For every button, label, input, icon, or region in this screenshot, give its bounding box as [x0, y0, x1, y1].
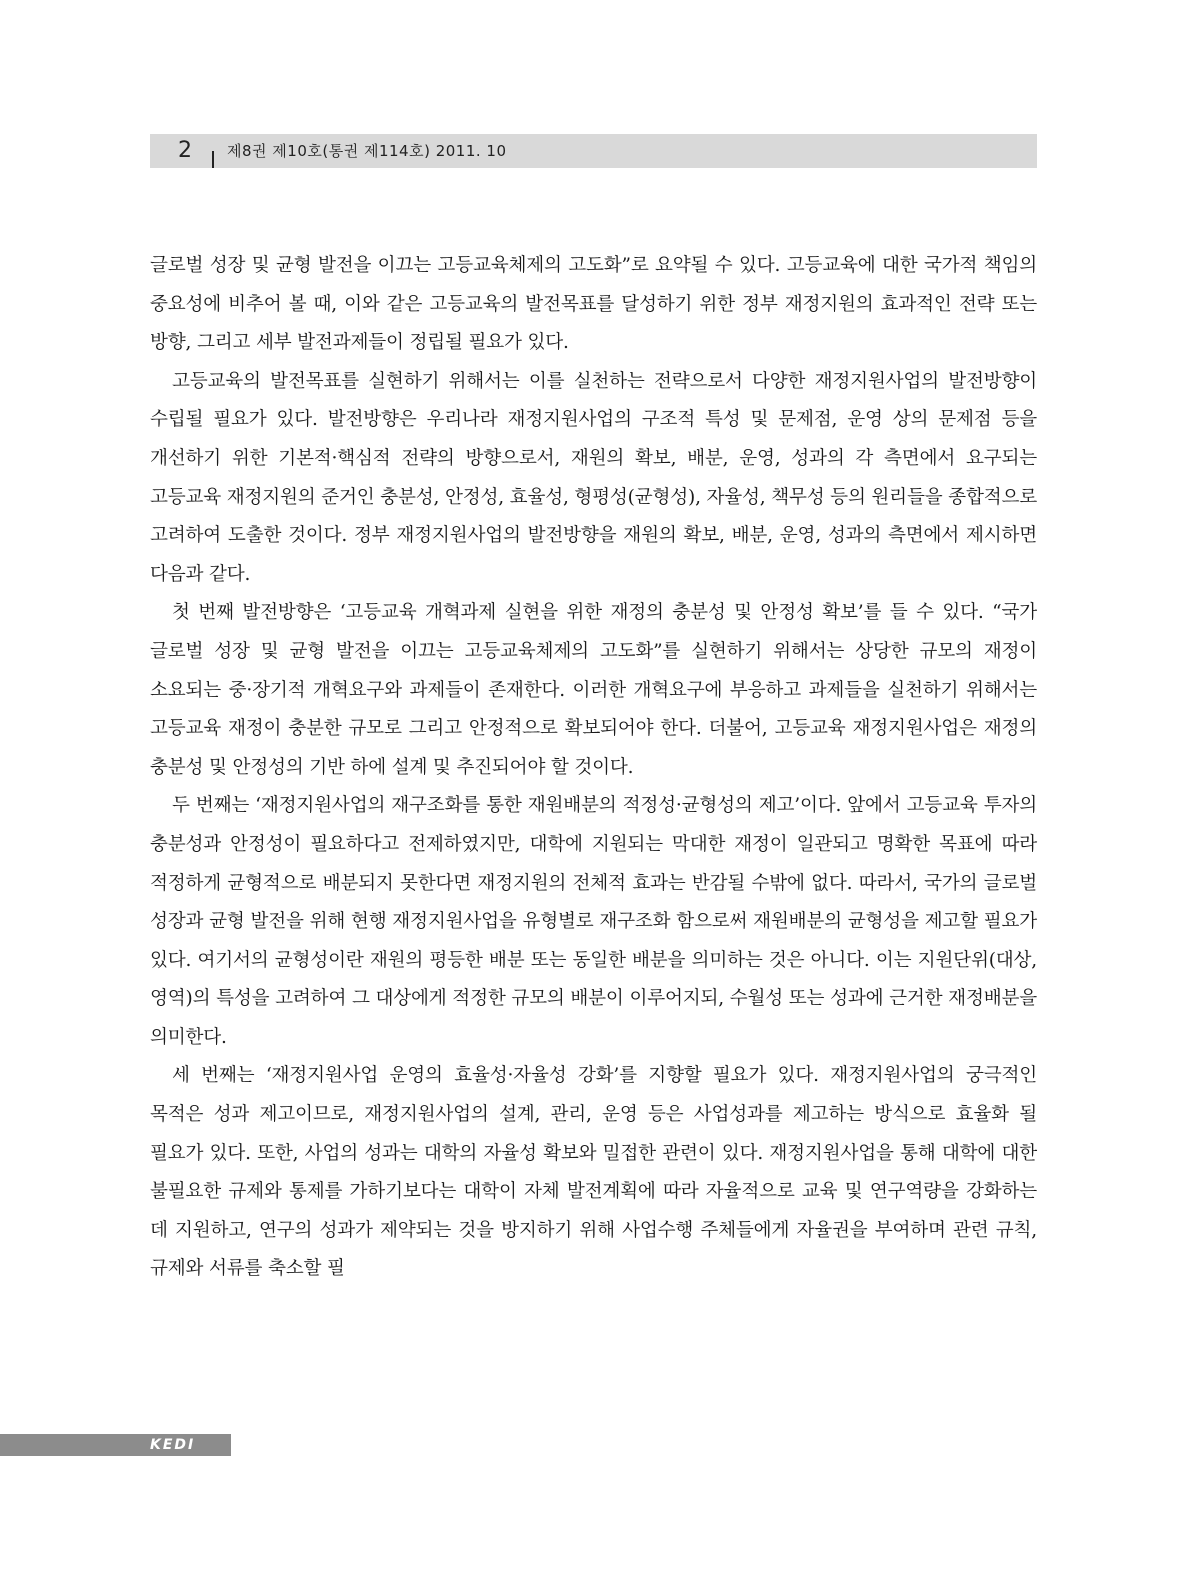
paragraph-development-directions: 고등교육의 발전목표를 실현하기 위해서는 이를 실천하는 전략으로서 다양한 재정지원사업의 발전방향이 수립될 필요가 있다. 발전방향은 우리나라 재정지원사업의 구조적 특성 및 문제점, 운영 상의 문제점 등을 개선하기 위한 기본적·핵심적 전략의 방향으로서, 재원의 확보, 배분, 운영, 성과의 각 측면에서 요구되는 고등교육 재정지원의 준거인 충분성, 안정성, 효율성, 형평성(균형성), 자율성, 책무성 등의 원리들을 종합적으로 고려하여 도출한 것이다. 정부 재정지원사업의 발전방향을 재원의 확보, 배분, 운영, 성과의 측면에서 제시하면 다음과 같다. [150, 370, 1037, 585]
paragraph-first-direction: 첫 번째 발전방향은 ‘고등교육 개혁과제 실현을 위한 재정의 충분성 및 안정성 확보’를 들 수 있다. “국가 글로벌 성장 및 균형 발전을 이끄는 고등교육체제의 고도화”를 실현하기 위해서는 상당한 규모의 재정이 소요되는 중·장기적 개혁요구와 과제들이 존재한다. 이러한 개혁요구에 부응하고 과제들을 실천하기 위해서는 고등교육 재정이 충분한 규모로 그리고 안정적으로 확보되어야 한다. 더불어, 고등교육 재정지원사업은 재정의 충분성 및 안정성의 기반 하에 설계 및 추진되어야 할 것이다. [150, 602, 1037, 778]
paragraph-continuation: 글로벌 성장 및 균형 발전을 이끄는 고등교육체제의 고도화”로 요약될 수 있다. 고등교육에 대한 국가적 책임의 중요성에 비추어 볼 때, 이와 같은 고등교육의 발전목표를 달성하기 위한 정부 재정지원의 효과적인 전략 또는 방향, 그리고 세부 발전과제들이 정립될 필요가 있다. [150, 255, 1037, 354]
article-body [150, 247, 1037, 1289]
footer-bar [0, 1434, 231, 1456]
paragraph-second-direction: 두 번째는 ‘재정지원사업의 재구조화를 통한 재원배분의 적정성·균형성의 제고’이다. 앞에서 고등교육 투자의 충분성과 안정성이 필요하다고 전제하였지만, 대학에 지원되는 막대한 재정이 일관되고 명확한 목표에 따라 적정하게 균형적으로 배분되지 못한다면 재정지원의 전체적 효과는 반감될 수밖에 없다. 따라서, 국가의 글로벌 성장과 균형 발전을 위해 현행 재정지원사업을 유형별로 재구조화 함으로써 재원배분의 균형성을 제고할 필요가 있다. 여기서의 균형성이란 재원의 평등한 배분 또는 동일한 배분을 의미하는 것은 아니다. 이는 지원단위(대상, 영역)의 특성을 고려하여 그 대상에게 적정한 규모의 배분이 이루어지되, 수월성 또는 성과에 근거한 재정배분을 의미한다. [150, 795, 1037, 1048]
header-divider [212, 151, 214, 168]
page-number: 2 [178, 138, 192, 163]
paragraph-third-direction: 세 번째는 ‘재정지원사업 운영의 효율성·자율성 강화’를 지향할 필요가 있다. 재정지원사업의 궁극적인 목적은 성과 제고이므로, 재정지원사업의 설계, 관리, 운영 등은 사업성과를 제고하는 방식으로 효율화 될 필요가 있다. 또한, 사업의 성과는 대학의 자율성 확보와 밀접한 관련이 있다. 재정지원사업을 통해 대학에 대한 불필요한 규제와 통제를 가하기보다는 대학이 자체 발전계획에 따라 자율적으로 교육 및 연구역량을 강화하는 데 지원하고, 연구의 성과가 제약되는 것을 방지하기 위해 사업수행 주체들에게 자율권을 부여하며 관련 규칙, 규제와 서류를 축소할 필 [150, 1065, 1037, 1280]
kedi-logo: KEDI [150, 1437, 196, 1453]
issue-info: 제8권 제10호(통권 제114호) 2011. 10 [227, 142, 507, 160]
